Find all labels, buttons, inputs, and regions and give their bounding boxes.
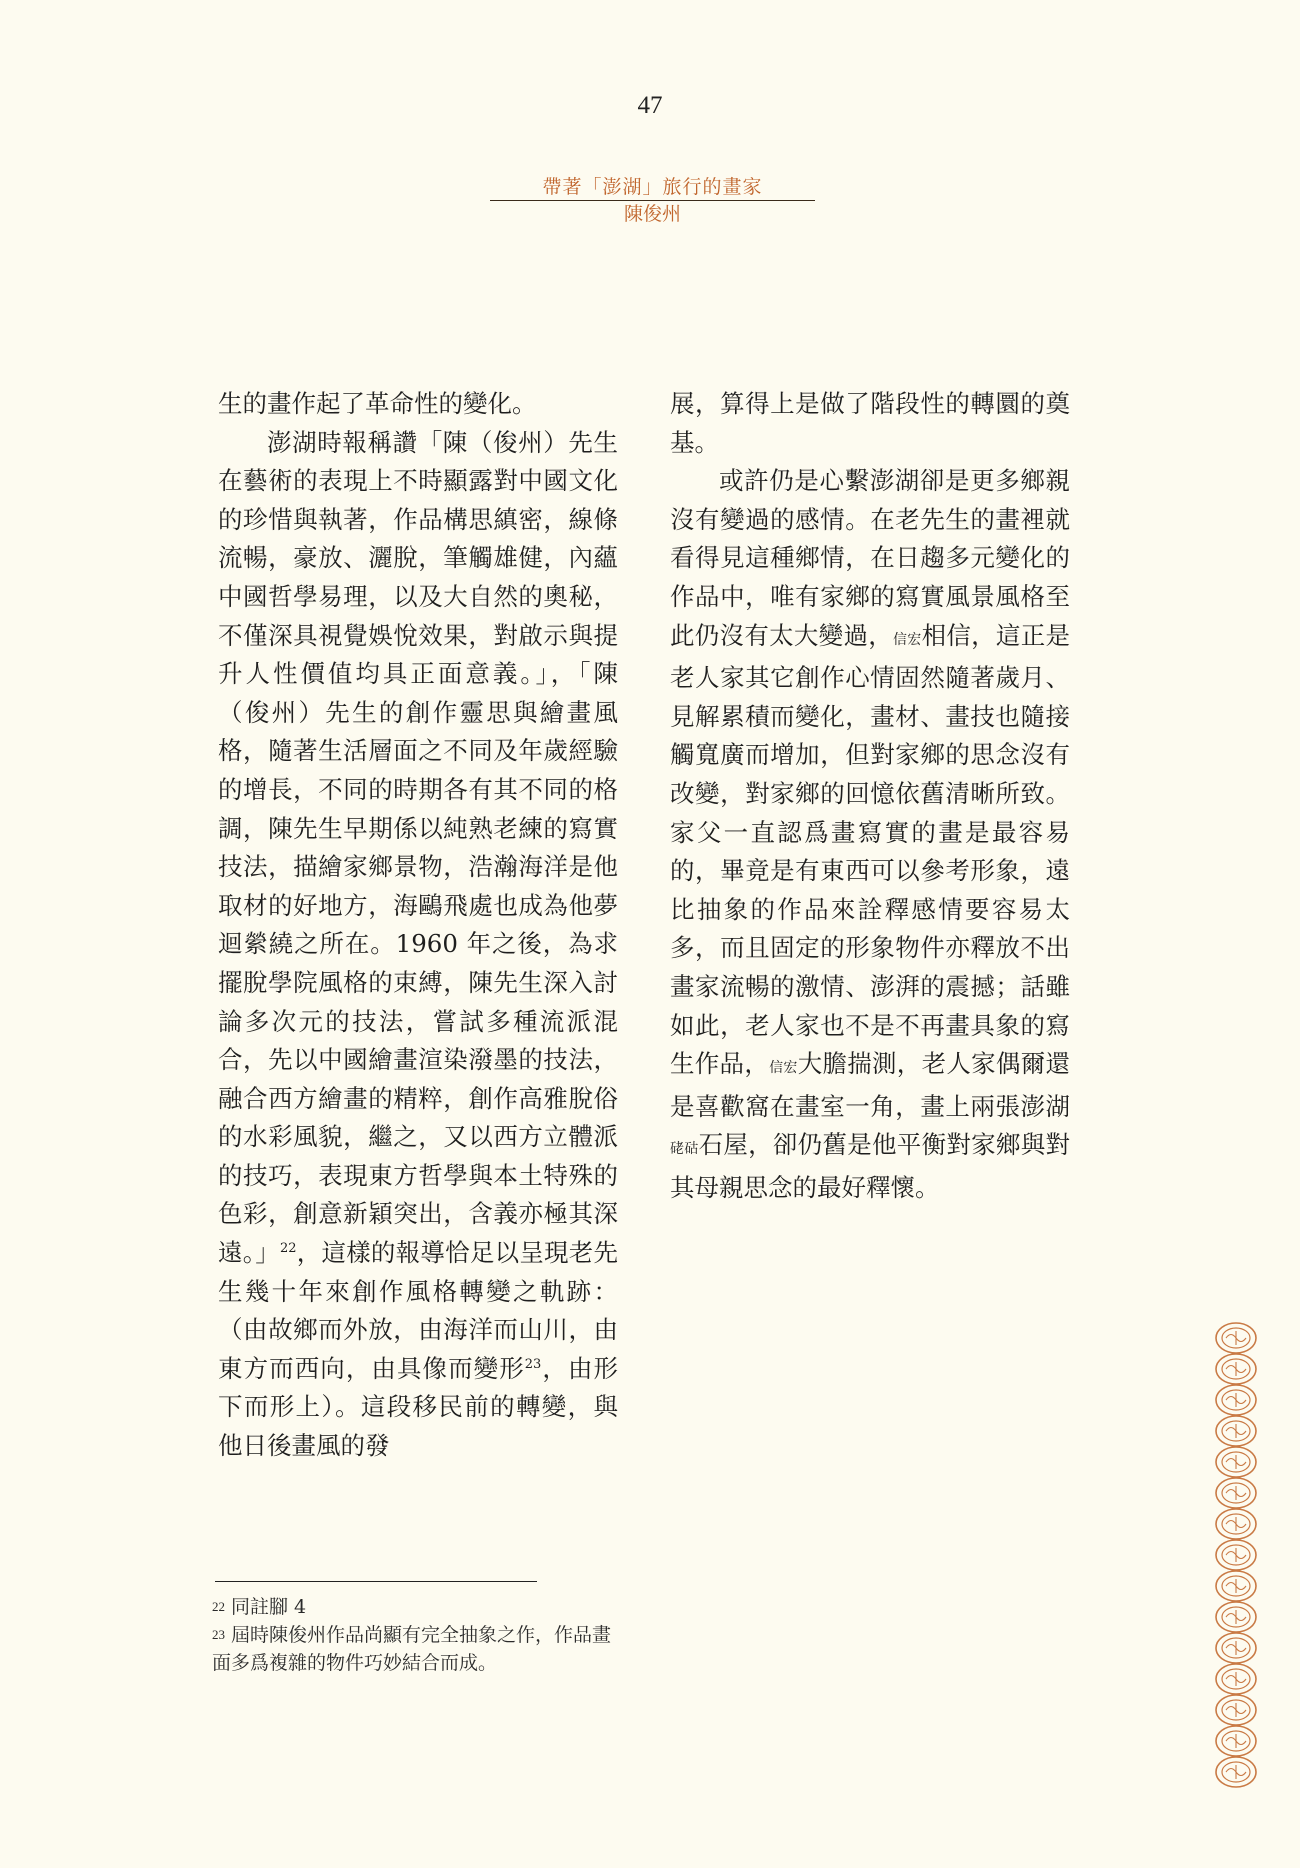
medallion-ornament-svg <box>1212 1320 1260 1791</box>
footnote-rule <box>215 1581 537 1582</box>
footnote-text: 屆時陳俊州作品尚顯有完全抽象之作，作品畫面多爲複雜的物件巧妙結合而成。 <box>212 1624 612 1674</box>
paragraph <box>218 385 618 424</box>
running-header <box>490 174 815 227</box>
paragraph-text: 石屋，卻仍舊是他平衡對家鄉與對其母親思念的最好釋懷。 <box>670 1130 1070 1202</box>
medallion-ornament-icon <box>1216 1385 1256 1415</box>
medallion-ornament-icon <box>1216 1726 1256 1756</box>
paragraph-text: 相信，這正是老人家其它創作心情固然隨著歲月、見解累積而變化，畫材、畫技也隨接觸寬廣而增加，但對家鄉的思念沒有改變，對家鄉的回憶依舊清晰所致。家父一直認爲畫寫實的畫是最容易的，畢竟是有東西可以參考形象，遠比抽象的作品來詮釋感情要容易太多，而且固定的形象物件亦釋放不出畫家流暢的激情、澎湃的震撼；話雖如此，老人家也不是不再畫具象的寫生作品， <box>670 620 1070 1079</box>
right-column <box>670 385 1070 1207</box>
footnotes <box>212 1593 612 1677</box>
paragraph <box>670 385 1070 462</box>
medallion-ornament-icon <box>1216 1323 1256 1353</box>
footnote-number: 23 <box>212 1627 225 1642</box>
medallion-ornament-icon <box>1216 1757 1256 1787</box>
page-number: 47 <box>637 92 663 119</box>
paragraph <box>670 462 1070 1207</box>
left-column <box>218 385 618 1466</box>
paragraph <box>218 424 618 1466</box>
footnote-text: 同註腳 4 <box>231 1596 307 1618</box>
medallion-ornament-icon <box>1216 1602 1256 1632</box>
paragraph-text: 或許仍是心繫澎湖卻是更多鄉親沒有變過的感情。在老先生的畫裡就看得見這種鄉情，在日趨多元變化的作品中，唯有家鄉的寫實風景風格至此仍沒有太大變過， <box>670 466 1070 650</box>
running-header-title: 帶著「澎湖」旅行的畫家 <box>490 174 815 201</box>
footnote-ref: 22 <box>279 1240 297 1256</box>
footnote-number: 22 <box>212 1599 225 1614</box>
medallion-ornament-icon <box>1216 1447 1256 1477</box>
stone-house-term-small: 硓𥑮 <box>670 1141 699 1158</box>
running-header-author: 陳俊州 <box>623 203 681 225</box>
medallion-ornament-icon <box>1216 1509 1256 1539</box>
paragraph-text: 澎湖時報稱讚「陳（俊州）先生在藝術的表現上不時顯露對中國文化的珍惜與執著，作品構思縝密，線條流暢，豪放、灑脫，筆觸雄健，內蘊中國哲學易理，以及大自然的奧秘，不僅深具視覺娛悅效果，對啟示與提升人性價值均具正面意義。」，「陳（俊州）先生的創作靈思與繪畫風格，隨著生活層面之不同及年歲經驗的增長，不同的時期各有其不同的格調，陳先生早期係以純熟老練的寫實技法，描繪家鄉景物，浩瀚海洋是他取材的好地方，海鷗飛處也成為他夢迴縈繞之所在。1960 年之後，為求擺脫學院風格的束縛，陳先生深入討論多次元的技法，嘗試多種流派混合，先以中國繪畫渲染潑墨的技法，融合西方繪畫的精粹，創作高雅脫俗的水彩風貌，繼之，又以西方立體派的技巧，表現東方哲學與本土特殊的色彩，創意新穎突出，含義亦極其深遠。」 <box>218 427 618 1268</box>
footnote <box>212 1621 612 1677</box>
medallion-ornament-icon <box>1216 1478 1256 1508</box>
medallion-ornament-strip <box>1212 1320 1260 1795</box>
author-name-small: 信宏 <box>769 1060 798 1077</box>
paragraph-text: 展，算得上是做了階段性的轉圜的奠基。 <box>670 389 1070 457</box>
medallion-ornament-icon <box>1216 1354 1256 1384</box>
medallion-ornament-icon <box>1216 1571 1256 1601</box>
footnote <box>212 1593 612 1621</box>
medallion-ornament-icon <box>1216 1633 1256 1663</box>
author-name-small: 信宏 <box>893 631 922 648</box>
footnote-ref: 23 <box>524 1356 542 1372</box>
medallion-ornament-icon <box>1216 1540 1256 1570</box>
medallion-ornament-icon <box>1216 1695 1256 1725</box>
paragraph-text: ，這樣的報導恰足以呈現老先生幾十年來創作風格轉變之軌跡：（由故鄉而外放，由海洋而山川，由東方而西向，由具像而變形 <box>218 1238 619 1383</box>
medallion-ornament-icon <box>1216 1416 1256 1446</box>
paragraph-text: ，由形下而形上）。這段移民前的轉變，與他日後畫風的發 <box>218 1353 619 1461</box>
paragraph-text: 大膽揣測，老人家偶爾還是喜歡窩在畫室一角，畫上兩張澎湖 <box>670 1049 1070 1121</box>
medallion-ornament-icon <box>1216 1664 1256 1694</box>
paragraph-text: 生的畫作起了革命性的變化。 <box>218 389 537 418</box>
